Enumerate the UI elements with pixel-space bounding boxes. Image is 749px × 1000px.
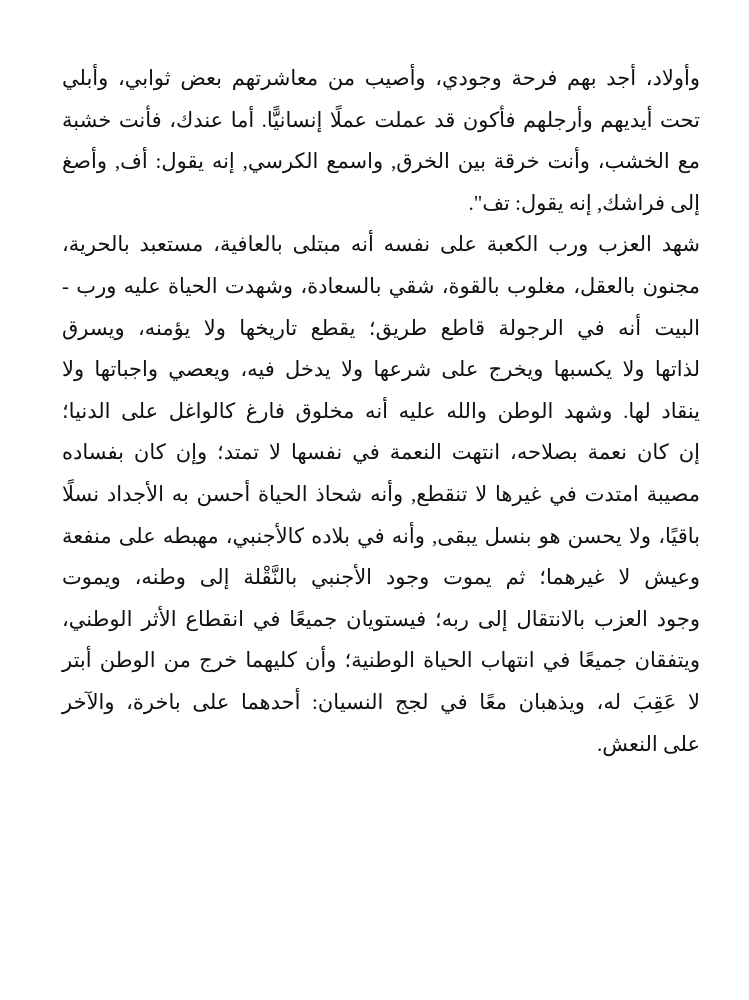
paragraph-2: [62, 224, 700, 765]
text-line: باقيًا، ولا يحسن هو بنسل يبقى, وأنه في بلاده كالأجنبي، مهبطه على منفعة: [62, 523, 700, 548]
text-line: ويتفقان جميعًا في انتهاب الحياة الوطنية؛ وأن كليهما خرج من الوطن أبتر: [62, 648, 700, 673]
text-line: مجنون بالعقل، مغلوب بالقوة، شقي بالسعادة، وشهدت الحياة عليه ورب -: [62, 273, 700, 298]
text-line: وعيش لا غيرهما؛ ثم يموت وجود الأجنبي بالنَّقْلة إلى وطنه، ويموت: [62, 565, 700, 590]
text-line: لذاتها ولا يكسبها ويخرج على شرعها ولا يدخل فيه، ويعصي واجباتها ولا: [62, 357, 700, 382]
text-line: إلى فراشك, إنه يقول: تف".: [468, 190, 700, 215]
text-line: ينقاد لها. وشهد الوطن والله عليه أنه مخلوق فارغ كالواغل على الدنيا؛: [62, 398, 700, 423]
document-page: [62, 58, 700, 765]
text-line: مصيبة امتدت في غيرها لا تنقطع, وأنه شحاذ الحياة أحسن به الأجداد نسلًا: [62, 481, 700, 506]
paragraph-1: [62, 58, 700, 224]
text-line: تحت أيديهم وأرجلهم فأكون قد عملت عملًا إنسانيًّا. أما عندك، فأنت خشبة: [62, 107, 700, 132]
text-line: على النعش.: [597, 731, 700, 756]
text-line: وأولاد، أجد بهم فرحة وجودي، وأصيب من معاشرتهم بعض ثوابي، وأبلي: [62, 66, 700, 90]
text-line: لا عَقِبَ له، ويذهبان معًا في لجج النسيان: أحدهما على باخرة، والآخر: [62, 689, 700, 714]
text-line: إن كان نعمة بصلاحه، انتهت النعمة في نفسها لا تمتد؛ وإن كان بفساده: [62, 440, 700, 465]
text-line: البيت أنه في الرجولة قاطع طريق؛ يقطع تاريخها ولا يؤمنه، ويسرق: [62, 315, 700, 340]
text-line: شهد العزب ورب الكعبة على نفسه أنه مبتلى بالعافية، مستعبد بالحرية،: [62, 232, 700, 257]
text-line: وجود العزب بالانتقال إلى ربه؛ فيستويان جميعًا في انقطاع الأثر الوطني،: [62, 606, 700, 631]
text-line: مع الخشب، وأنت خرقة بين الخرق, واسمع الكرسي, إنه يقول: أف, وأصغ: [62, 149, 700, 174]
